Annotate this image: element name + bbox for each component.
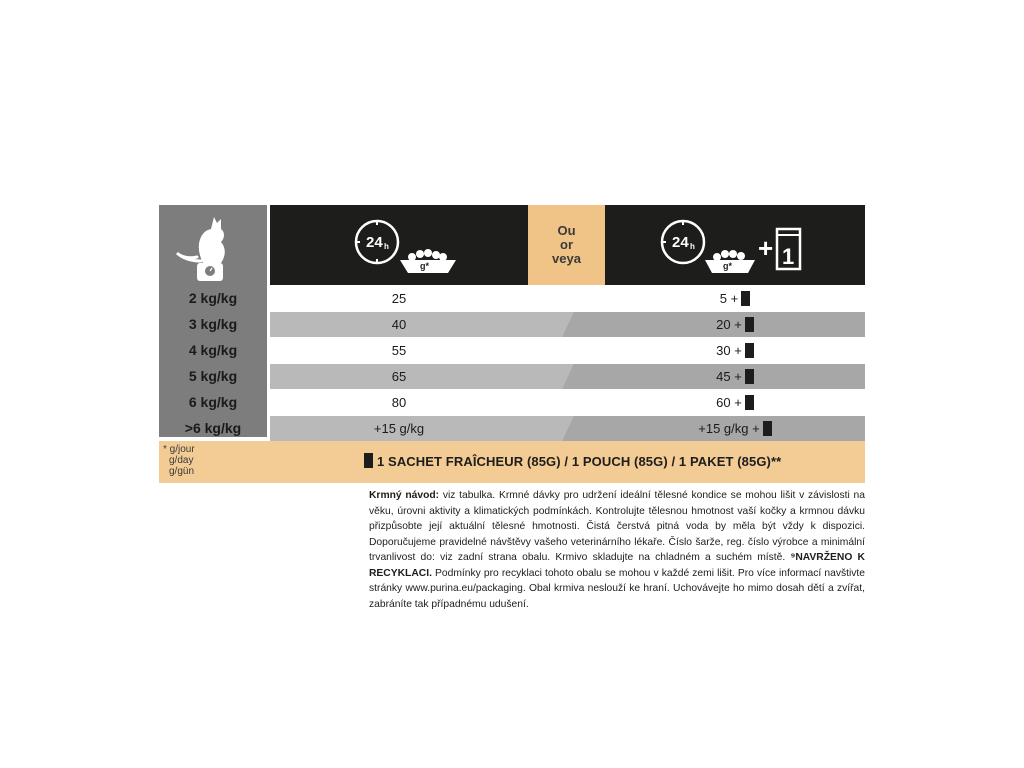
header-24h-text: 24 bbox=[366, 234, 383, 251]
mixed-amount bbox=[605, 416, 865, 441]
dry-amount: +15 g/kg bbox=[373, 421, 425, 436]
pouch-icon bbox=[741, 291, 750, 306]
dry-amount: 55 bbox=[391, 343, 407, 358]
mixed-amount bbox=[605, 312, 865, 337]
weight-label: 5 kg/kg bbox=[188, 368, 238, 384]
instructions-lead: Krmný návod: bbox=[369, 490, 440, 501]
header-mixed-food bbox=[605, 205, 865, 285]
recycle-note: ⁹NAVRŽENO K RECYKLACI. bbox=[369, 552, 865, 579]
mixed-bowl-pouch-icon bbox=[605, 205, 865, 285]
weight-label: >6 kg/kg bbox=[184, 420, 242, 436]
instructions-tail: Podmínky pro recyklaci tohoto obalu se mohou v každé zemi lišit. Pro více informací navštivte stránky www.purina.eu/packaging. Obal krmiva neslouží ke hraní. Uchovávejte ho mimo dosah dětí a zvířat, zabráníte tak případnému udušení. bbox=[369, 567, 865, 610]
instructions-text: viz tabulka. Krmné dávky pro udržení ideální tělesné kondice se mohou lišit v závislosti na věku, úrovni aktivity a klimatických podmínkách. Kontrolujte tělesnou hmotnost vaší kočky a krmnou dávku přizpůsobte její aktuální tělesné hmotnosti. Čistá čerstvá pitná voda by měla být vždy k dispozici. Doporučujeme pravidelné návštěvy vašeho veterinárního lékaře. Číslo šarže, reg. číslo výrobce a minimální trvanlivost do: viz zadní strana obalu. Krmivo skladujte na chladném a suchém místě. bbox=[369, 490, 865, 563]
pouch-icon bbox=[745, 395, 754, 410]
header-dry-food bbox=[270, 205, 528, 285]
svg-text:g*: g* bbox=[723, 261, 732, 271]
header-or bbox=[528, 205, 605, 285]
pouch-icon bbox=[745, 317, 754, 332]
header-grams-text: g* bbox=[420, 261, 429, 271]
one-pouch-text: 1 bbox=[782, 244, 795, 269]
or-word-tr: veya bbox=[552, 251, 581, 266]
feeding-table bbox=[159, 205, 865, 483]
footer-pouch-line: 1 SACHET FRAÎCHEUR (85G) / 1 POUCH (85G) / 1 PAKET (85G)** bbox=[364, 441, 781, 483]
mixed-amount-text: 45 + bbox=[716, 369, 742, 384]
svg-text:h: h bbox=[690, 242, 695, 251]
mixed-amount-text: 20 + bbox=[716, 317, 742, 332]
svg-text:h: h bbox=[384, 242, 389, 251]
footer-band bbox=[159, 441, 865, 483]
weight-label: 2 kg/kg bbox=[188, 290, 238, 306]
plus-text: + bbox=[758, 233, 774, 263]
weight-label: 4 kg/kg bbox=[188, 342, 238, 358]
feeding-instructions bbox=[159, 488, 865, 612]
weight-column bbox=[159, 205, 267, 437]
weight-label: 3 kg/kg bbox=[188, 316, 238, 332]
mixed-amount bbox=[605, 338, 865, 363]
pouch-icon bbox=[745, 369, 754, 384]
pouch-icon bbox=[763, 421, 772, 436]
or-word-en: or bbox=[560, 237, 573, 252]
or-word-fr: Ou bbox=[557, 223, 576, 238]
mixed-amount-text: 60 + bbox=[716, 395, 742, 410]
footer-units: * g/jour g/day g/gün bbox=[163, 444, 195, 477]
cat-on-scale-icon bbox=[159, 205, 267, 285]
mixed-amount-text: 5 + bbox=[719, 291, 739, 306]
dry-amount: 25 bbox=[391, 291, 407, 306]
mixed-amount bbox=[605, 286, 865, 311]
dry-amount: 40 bbox=[391, 317, 407, 332]
svg-text:24: 24 bbox=[672, 234, 689, 251]
mixed-amount bbox=[605, 364, 865, 389]
pouch-icon bbox=[745, 343, 754, 358]
dry-amount: 80 bbox=[391, 395, 407, 410]
dry-amount: 65 bbox=[391, 369, 407, 384]
mixed-amount-text: 30 + bbox=[716, 343, 742, 358]
mixed-amount bbox=[605, 390, 865, 415]
dry-bowl-24h-icon bbox=[270, 205, 528, 285]
mixed-amount-text: +15 g/kg + bbox=[698, 421, 760, 436]
weight-label: 6 kg/kg bbox=[188, 394, 238, 410]
pouch-icon bbox=[364, 453, 373, 468]
